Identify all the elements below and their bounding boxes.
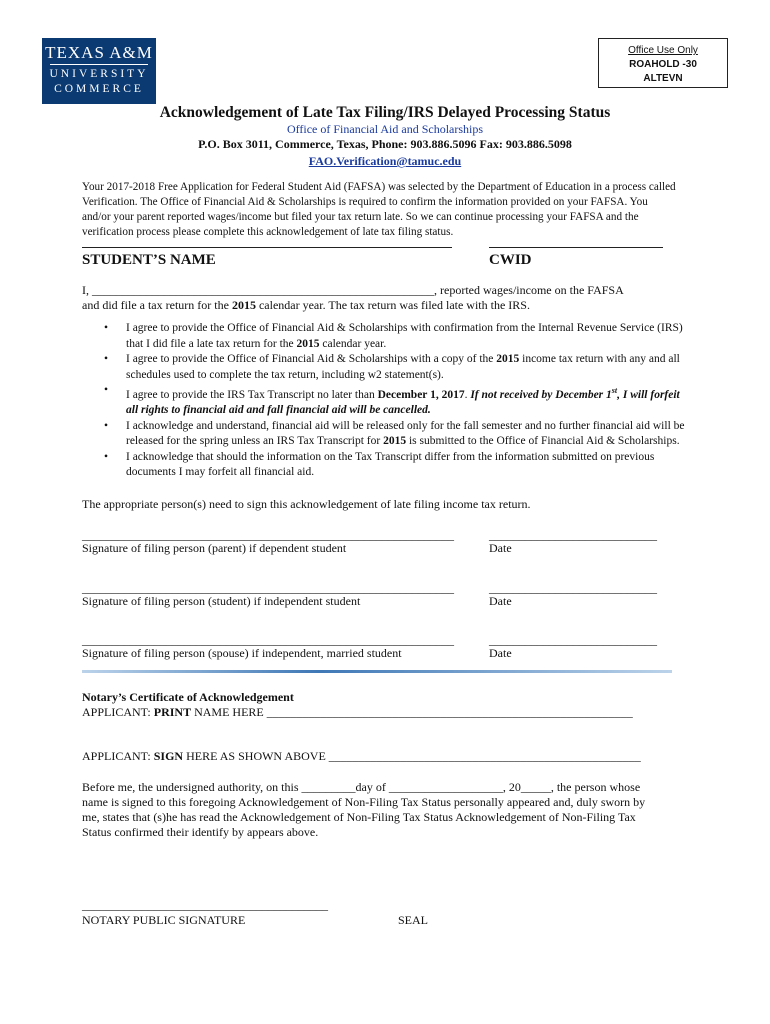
agreement-text: calendar year. [319,337,387,350]
agreement-year: 2015 [296,337,320,350]
agreement-year: 2015 [383,435,407,448]
intro-line-4: verification process please complete this acknowledgement of late tax filing status. [82,226,454,238]
office-address: P.O. Box 3011, Commerce, Texas, Phone: 903.886.5096 Fax: 903.886.5098 [198,137,572,151]
student-name-field[interactable] [82,235,452,248]
statement [82,283,702,313]
notary-heading: Notary’s Certificate of Acknowledgement [82,690,294,704]
statement-prefix: I, [82,283,92,297]
forfeit-warning: , I will forfeit all rights to financial aid and fall financial aid will be cancelled. [126,388,680,417]
notary-signature-line[interactable]: _________________________________________ [82,898,328,912]
intro-line-3: and/or your parent reported wages/income but filed your tax return late. So we can continue processing your FAFSA and the [82,211,639,223]
office-name: Office of Financial Aid and Scholarships [286,122,484,136]
spouse-date-line[interactable]: ____________________________ [489,633,657,647]
parent-signature-line[interactable]: ______________________________________________________________ [82,528,454,542]
print-name-prefix: APPLICANT: [82,705,154,719]
agreement-text: income tax return with any and all schedules used to complete the tax return, including w2 statement(s). [126,353,680,381]
agreement-text: I agree to provide the Office of Financial Aid & Scholarships with a copy of the [126,353,497,365]
sign-name-field[interactable]: ____________________________________________________ [328,749,641,763]
agreement-text: is submitted to the Office of Financial Aid & Scholarships. [406,435,680,448]
agreement-list [82,321,690,481]
ordinal-suffix: st [611,386,618,395]
section-divider [82,670,672,673]
notary-body [82,780,692,840]
intro-paragraph [82,180,692,240]
office-use-label: Office Use Only [628,45,698,56]
agreement-text: . [464,388,468,401]
print-name-field[interactable]: _____________________________________________________________ [266,705,633,719]
agreement-text: I acknowledge and understand, financial aid will be released only for the fall semester and no further financial aid will be released for the spring unless an IRS Tax Transcript for [126,419,685,448]
seal-label: SEAL [398,913,428,927]
student-signature-label: Signature of filing person (student) if independent student [82,594,361,608]
logo-line-2: UNIVERSITY [49,68,149,80]
email-link[interactable]: FAO.Verification@tamuc.edu [308,154,462,168]
email-row [0,152,770,170]
logo-rule [50,64,148,65]
spouse-date-label: Date [489,646,512,660]
notary-signature-label: NOTARY PUBLIC SIGNATURE [82,913,246,927]
agreement-item [82,450,690,481]
sign-intro: The appropriate person(s) need to sign this acknowledgement of late filing income tax return. [82,497,531,511]
spouse-signature-label: Signature of filing person (spouse) if independent, married student [82,646,402,660]
sign-name-label: HERE AS SHOWN ABOVE [183,749,329,763]
university-logo [42,38,156,104]
forfeit-warning: If not received by December 1 [467,388,612,401]
cwid-field[interactable] [489,235,663,248]
spouse-signature-line[interactable]: ______________________________________________________________ [82,633,454,647]
agreement-item [82,321,690,352]
agreement-text: I acknowledge that should the information on the Tax Transcript differ from the information submitted on previous documents I may forfeit all financial aid. [126,450,655,479]
student-signature-line[interactable]: ______________________________________________________________ [82,581,454,595]
intro-line-1: Your 2017-2018 Free Application for Federal Student Aid (FAFSA) was selected by the Department of Education in a process called [82,181,676,193]
notary-body-line-1: Before me, the undersigned authority, on this _________day of ___________________, 20_____, the person whose [82,780,641,794]
notary-body-line-2: name is signed to this foregoing Acknowledgement of Non-Filing Tax Status personally appeared and, duly sworn by [82,795,646,809]
office-code-1: ROAHOLD -30 [629,59,697,70]
notary-body-line-3: me, states that (s)he has read the Acknowledgement of Non-Filing Tax Status Acknowledgement of Non-Filing Tax [82,810,636,824]
print-keyword: PRINT [153,705,192,719]
logo-line-3: COMMERCE [54,83,144,95]
notary-body-line-4: Status confirmed their identify by appears above. [82,825,319,839]
agreement-item [82,383,690,419]
page-title: Acknowledgement of Late Tax Filing/IRS Delayed Processing Status [159,104,611,121]
sign-name-prefix: APPLICANT: [82,749,154,763]
sign-name-row [82,749,641,764]
logo-line-1: TEXAS A&M [45,43,153,62]
sign-keyword: SIGN [153,749,184,763]
office-code-2: ALTEVN [643,73,683,84]
agreement-text: I agree to provide the Office of Financial Aid & Scholarships with confirmation from the Internal Revenue Service (IRS) that I did file a late tax return for the [126,322,683,350]
parent-signature-label: Signature of filing person (parent) if dependent student [82,541,347,555]
student-name-label: STUDENT’S NAME [82,252,216,268]
office-use-box [598,38,728,88]
cwid-label: CWID [489,252,532,268]
agreement-item [82,419,690,450]
statement-name-blank[interactable]: _________________________________________________________ [92,283,434,297]
parent-date-line[interactable]: ____________________________ [489,528,657,542]
deadline-date: December 1, 2017 [377,388,465,401]
agreement-year: 2015 [496,353,520,365]
print-name-row [82,705,633,720]
statement-year: 2015 [231,298,256,312]
intro-line-2: Verification. The Office of Financial Aid & Scholarships is required to confirm the information provided on your FAFSA. You [82,196,648,208]
parent-date-label: Date [489,541,512,555]
print-name-label: NAME HERE [191,705,267,719]
student-date-label: Date [489,594,512,608]
student-date-line[interactable]: ____________________________ [489,581,657,595]
statement-suffix: , reported wages/income on the FAFSA [434,283,624,297]
agreement-item [82,352,690,383]
statement-line-2b: calendar year. The tax return was filed late with the IRS. [255,298,530,312]
statement-line-2a: and did file a tax return for the [82,298,232,312]
agreement-text: I agree to provide the IRS Tax Transcript no later than [126,388,378,401]
